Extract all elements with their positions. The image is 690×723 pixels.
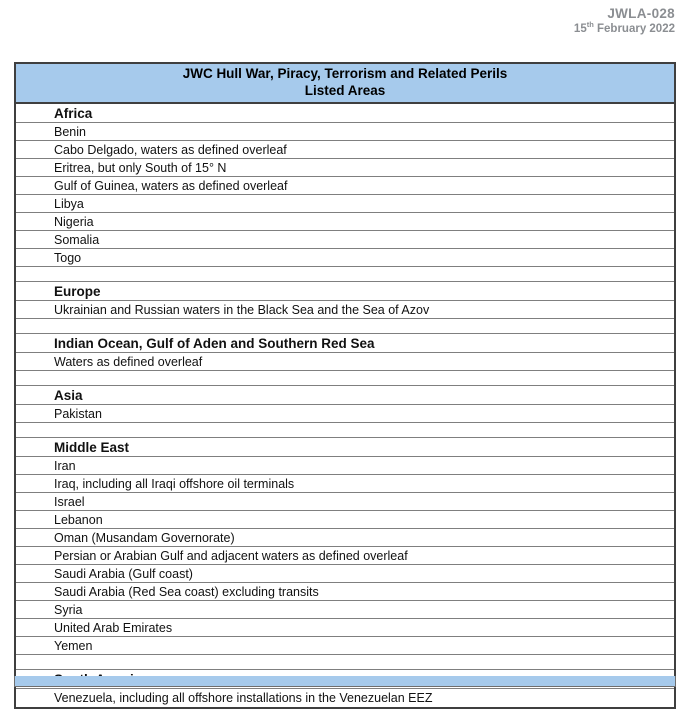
doc-date-month-year: February 2022 [593, 23, 675, 35]
listed-area-row: Iran [16, 457, 674, 475]
listed-area-row: Iraq, including all Iraqi offshore oil terminals [16, 475, 674, 493]
doc-reference-block [574, 6, 675, 35]
section-heading: Asia [16, 386, 674, 405]
table-title-line2: Listed Areas [304, 82, 386, 98]
listed-areas-table [14, 62, 676, 709]
section-heading: Indian Ocean, Gulf of Aden and Southern Red Sea [16, 334, 674, 353]
doc-reference: JWLA-028 [607, 6, 675, 21]
table-header-band [16, 64, 674, 104]
listed-area-row: Syria [16, 601, 674, 619]
table-body [16, 104, 674, 707]
section-heading: Middle East [16, 438, 674, 457]
doc-date [573, 20, 675, 35]
listed-area-row: Benin [16, 123, 674, 141]
spacer-row [16, 371, 674, 386]
listed-area-row: Somalia [16, 231, 674, 249]
listed-area-row: Saudi Arabia (Gulf coast) [16, 565, 674, 583]
listed-area-row: Yemen [16, 637, 674, 655]
section-heading: Europe [16, 282, 674, 301]
listed-area-row: Israel [16, 493, 674, 511]
table-title-line1: JWC Hull War, Piracy, Terrorism and Related Perils [182, 66, 508, 81]
spacer-row [16, 423, 674, 438]
listed-area-row: Ukrainian and Russian waters in the Black Sea and the Sea of Azov [16, 301, 674, 319]
listed-area-row: Venezuela, including all offshore installations in the Venezuelan EEZ [54, 691, 433, 705]
listed-area-row: Saudi Arabia (Red Sea coast) excluding transits [16, 583, 674, 601]
listed-area-row: Nigeria [16, 213, 674, 231]
next-header-band-cutoff-strip [14, 676, 676, 687]
doc-date-day: 15 [573, 23, 587, 35]
spacer-row [16, 655, 674, 670]
listed-area-row: Oman (Musandam Governorate) [16, 529, 674, 547]
spacer-row [16, 319, 674, 334]
section-heading: Africa [16, 104, 674, 123]
listed-area-row: Persian or Arabian Gulf and adjacent waters as defined overleaf [16, 547, 674, 565]
listed-area-row: Togo [16, 249, 674, 267]
listed-area-row: Gulf of Guinea, waters as defined overleaf [16, 177, 674, 195]
listed-area-row: United Arab Emirates [16, 619, 674, 637]
doc-date-ordinal: th [586, 20, 594, 30]
listed-area-row: Pakistan [16, 405, 674, 423]
listed-area-row: Cabo Delgado, waters as defined overleaf [16, 141, 674, 159]
listed-area-row: Lebanon [16, 511, 674, 529]
listed-area-row: Eritrea, but only South of 15° N [16, 159, 674, 177]
listed-area-row: Libya [16, 195, 674, 213]
listed-area-row: Waters as defined overleaf [16, 353, 674, 371]
spacer-row [16, 267, 674, 282]
